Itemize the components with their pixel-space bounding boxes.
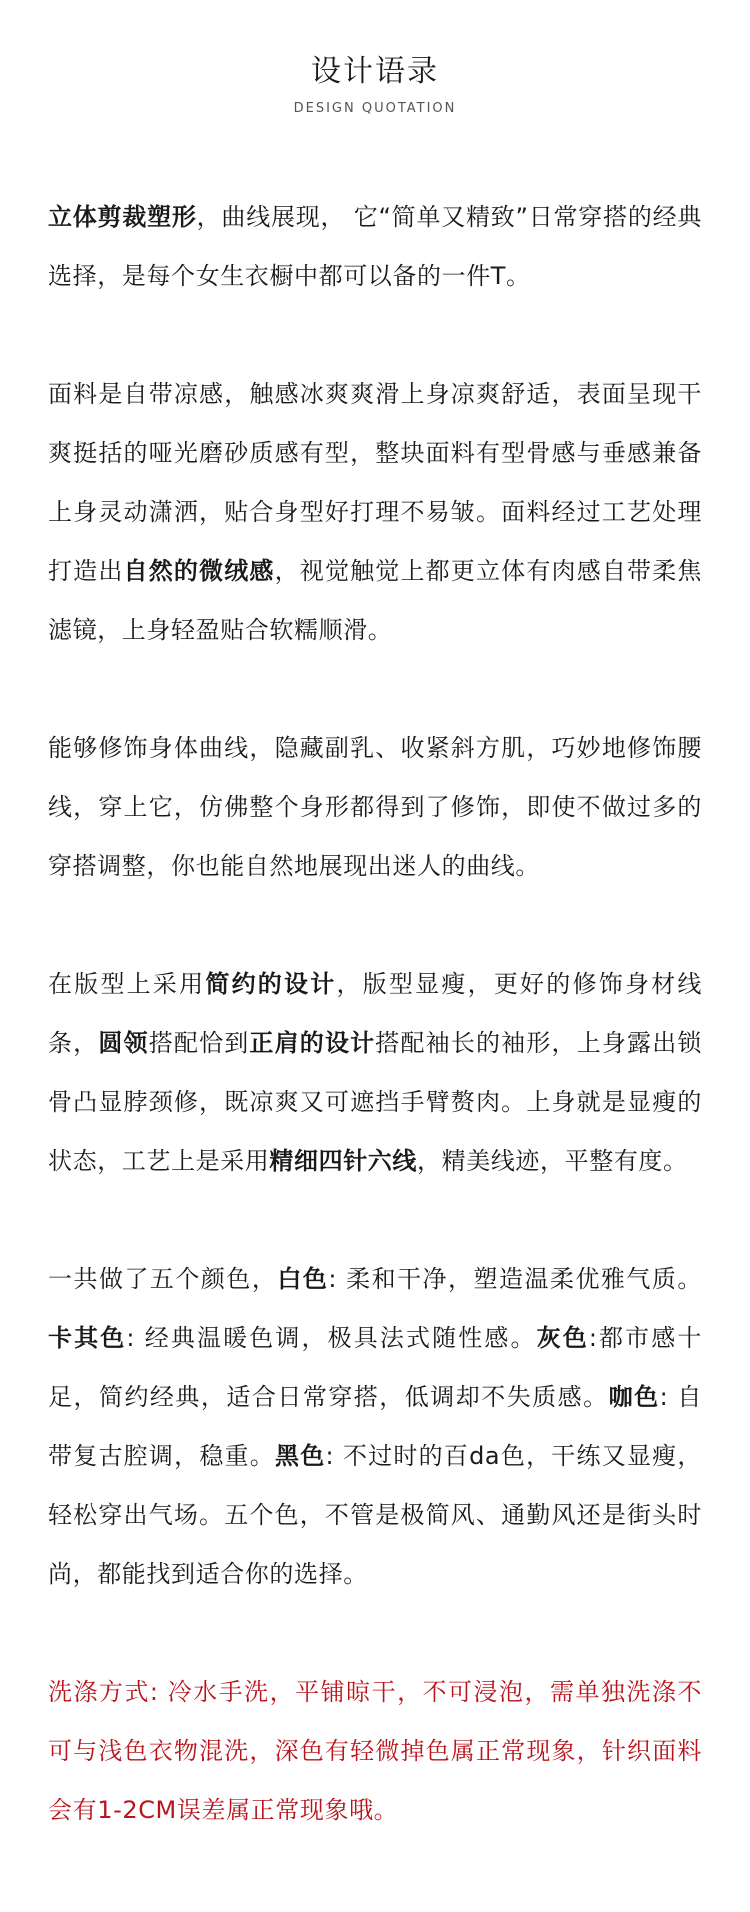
paragraph-text: : 自带复古腔调，稳重。 <box>48 1383 703 1470</box>
section-header <box>48 0 702 118</box>
highlight-text: 卡其色 <box>48 1324 127 1352</box>
highlight-text: 自然的微绒感 <box>123 557 275 585</box>
paragraph-text: ，曲线展现， 它“简单又精致”日常穿搭的经典选择，是每个女生衣橱中都可以备的一件T。 <box>48 203 702 290</box>
paragraph-text: 搭配恰到 <box>148 1029 250 1057</box>
paragraph-text: ，精美线迹，平整有度。 <box>417 1147 688 1175</box>
highlight-text: 精细四针六线 <box>269 1147 418 1175</box>
paragraph-text: 面料是自带凉感，触感冰爽爽滑上身凉爽舒适，表面呈现干爽挺括的哑光磨砂质感有型，整块面料有型骨感与垂感兼备上身灵动潇洒，贴合身型好打理不易皱。面料经过工艺处理打造出 <box>48 380 702 585</box>
paragraph-fabric <box>48 365 702 660</box>
paragraph-intro <box>48 188 702 306</box>
paragraph-text: 在版型上采用 <box>48 970 206 998</box>
description-body <box>48 188 702 1840</box>
paragraph-text: 能够修饰身体曲线，隐藏副乳、收紧斜方肌，巧妙地修饰腰线，穿上它，仿佛整个身形都得到了修饰，即使不做过多的穿搭调整，你也能自然地展现出迷人的曲线。 <box>48 734 702 880</box>
highlight-text: 简约的设计 <box>205 970 337 998</box>
highlight-text: 圆领 <box>98 1029 149 1057</box>
paragraph-shaping <box>48 719 702 896</box>
paragraph-colors <box>48 1250 702 1604</box>
paragraph-fit <box>48 955 702 1191</box>
paragraph-washing <box>48 1663 702 1840</box>
paragraph-text: : 不过时的百da色，干练又显瘦，轻松穿出气场。五个色，不管是极简风、通勤风还是街头时尚，都能找到适合你的选择。 <box>48 1442 703 1588</box>
paragraph-text: ，视觉触觉上都更立体有肉感自带柔焦滤镜，上身轻盈贴合软糯顺滑。 <box>48 557 702 644</box>
paragraph-text: 一共做了五个颜色， <box>48 1265 278 1293</box>
highlight-text: 灰色 <box>536 1324 589 1352</box>
page-title: 设计语录 <box>311 54 439 89</box>
paragraph-text: :都市感十足，简约经典，适合日常穿搭，低调却不失质感。 <box>48 1324 702 1411</box>
paragraph-text: 洗涤方式: 冷水手洗，平铺晾干，不可浸泡，需单独洗涤不可与浅色衣物混洗，深色有轻微掉色属正常现象，针织面料会有1-2CM误差属正常现象哦。 <box>48 1678 702 1824</box>
highlight-text: 咖色 <box>608 1383 660 1411</box>
paragraph-text: ，版型显瘦，更好的修饰身材线条， <box>48 970 702 1057</box>
paragraph-text: : 柔和干净，塑造温柔优雅气质。 <box>328 1265 702 1293</box>
page-subtitle: DESIGN QUOTATION <box>293 101 457 116</box>
highlight-text: 正肩的设计 <box>249 1029 376 1057</box>
paragraph-text: : 经典温暖色调，极具法式随性感。 <box>126 1324 537 1352</box>
highlight-text: 白色 <box>277 1265 329 1293</box>
paragraph-text: 搭配袖长的袖形，上身露出锁骨凸显脖颈修，既凉爽又可遮挡手臂赘肉。上身就是显瘦的状态，工艺上是采用 <box>48 1029 702 1175</box>
highlight-text: 立体剪裁塑形 <box>48 203 197 231</box>
highlight-text: 黑色 <box>275 1442 326 1470</box>
